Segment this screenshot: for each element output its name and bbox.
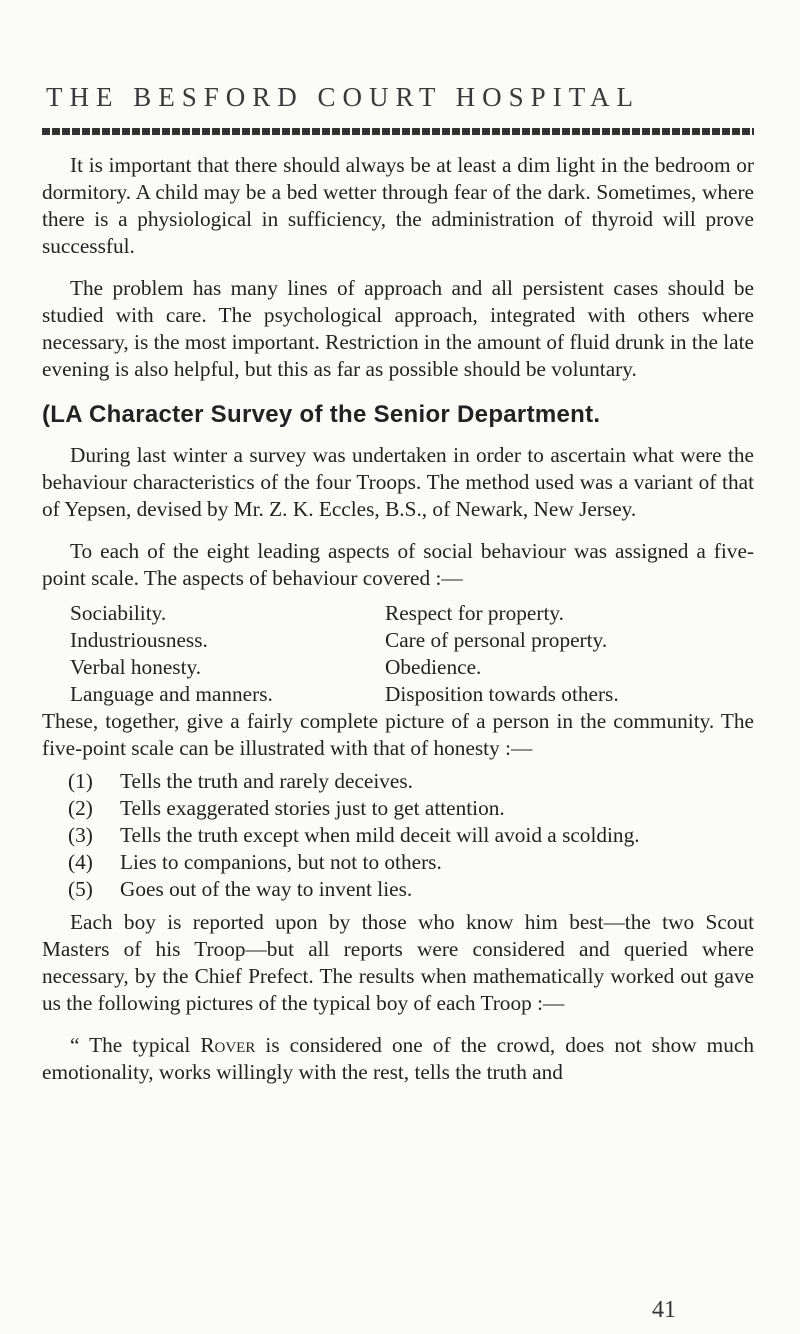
- scale-text: Goes out of the way to invent lies.: [120, 877, 413, 901]
- aspects-list: [70, 600, 754, 708]
- aspect-item: Verbal honesty.: [70, 655, 202, 679]
- paragraph-survey: During last winter a survey was undertaken in order to ascertain what were the behaviour characteristics of the four Troops. The method used was a variant of that of Yepsen, devised by Mr. Z. K. Eccles, B.S., of Newark, New Jersey.: [42, 443, 754, 521]
- paragraph-approach: The problem has many lines of approach and all persistent cases should be studied with care. The psychological approach, integrated with others where necessary, is the most important. Restriction in the amount of fluid drunk in the late evening is also helpful, but this as far as possible should be voluntary.: [42, 276, 754, 381]
- scale-text: Tells the truth except when mild deceit will avoid a scolding.: [120, 823, 640, 847]
- paragraph-five-point: These, together, give a fairly complete picture of a person in the community. The five-point scale can be illustrated with that of honesty :—: [42, 709, 754, 760]
- aspect-item: Sociability.: [70, 601, 167, 625]
- page-body: [42, 152, 754, 1101]
- scale-number: (1): [68, 769, 93, 793]
- scale-item: [42, 849, 754, 876]
- header-rule: [42, 128, 754, 135]
- scale-item: [42, 795, 754, 822]
- aspect-item: Disposition towards others.: [385, 682, 619, 706]
- aspect-item: Care of personal property.: [385, 628, 608, 652]
- aspect-item: Respect for property.: [385, 601, 564, 625]
- scale-item: [42, 876, 754, 903]
- scale-number: (3): [68, 823, 93, 847]
- aspect-item: Industriousness.: [70, 628, 208, 652]
- scale-text: Tells exaggerated stories just to get attention.: [120, 796, 505, 820]
- aspect-item: Language and manners.: [70, 682, 273, 706]
- troop-name-rover: Rover: [200, 1033, 256, 1057]
- quote-open: “ The typical: [70, 1033, 201, 1057]
- paragraph-dim-light: It is important that there should always be at least a dim light in the bedroom or dormitory. A child may be a bed wetter through fear of the dark. Sometimes, where there is a physiological in sufficiency, the administration of thyroid will prove successful.: [42, 153, 754, 258]
- aspect-item: Obedience.: [385, 655, 482, 679]
- section-heading: (LA Character Survey of the Senior Department.: [42, 401, 601, 428]
- scale-item: [42, 822, 754, 849]
- honesty-scale: [42, 768, 754, 903]
- paragraph-aspects: To each of the eight leading aspects of social behaviour was assigned a five-point scale. The aspects of behaviour covered :—: [42, 539, 754, 590]
- paragraph-rover: [42, 1032, 754, 1086]
- scale-number: (4): [68, 850, 93, 874]
- running-header: THE BESFORD COURT HOSPITAL: [46, 82, 641, 112]
- scale-number: (2): [68, 796, 93, 820]
- scale-text: Tells the truth and rarely deceives.: [120, 769, 413, 793]
- page-number: 41: [652, 1297, 676, 1323]
- aspects-left-column: [70, 600, 385, 708]
- scale-number: (5): [68, 877, 93, 901]
- rover-text: is considered one of the crowd, does not show much emotionality, works willingly with the rest, tells the truth and: [42, 1033, 754, 1084]
- paragraph-reports: Each boy is reported upon by those who know him best—the two Scout Masters of his Troop—but all reports were considered and queried where necessary, by the Chief Prefect. The results when mathematically worked out gave us the following pictures of the typical boy of each Troop :—: [42, 910, 754, 1015]
- aspects-right-column: [385, 600, 754, 708]
- scale-item: [42, 768, 754, 795]
- scale-text: Lies to companions, but not to others.: [120, 850, 442, 874]
